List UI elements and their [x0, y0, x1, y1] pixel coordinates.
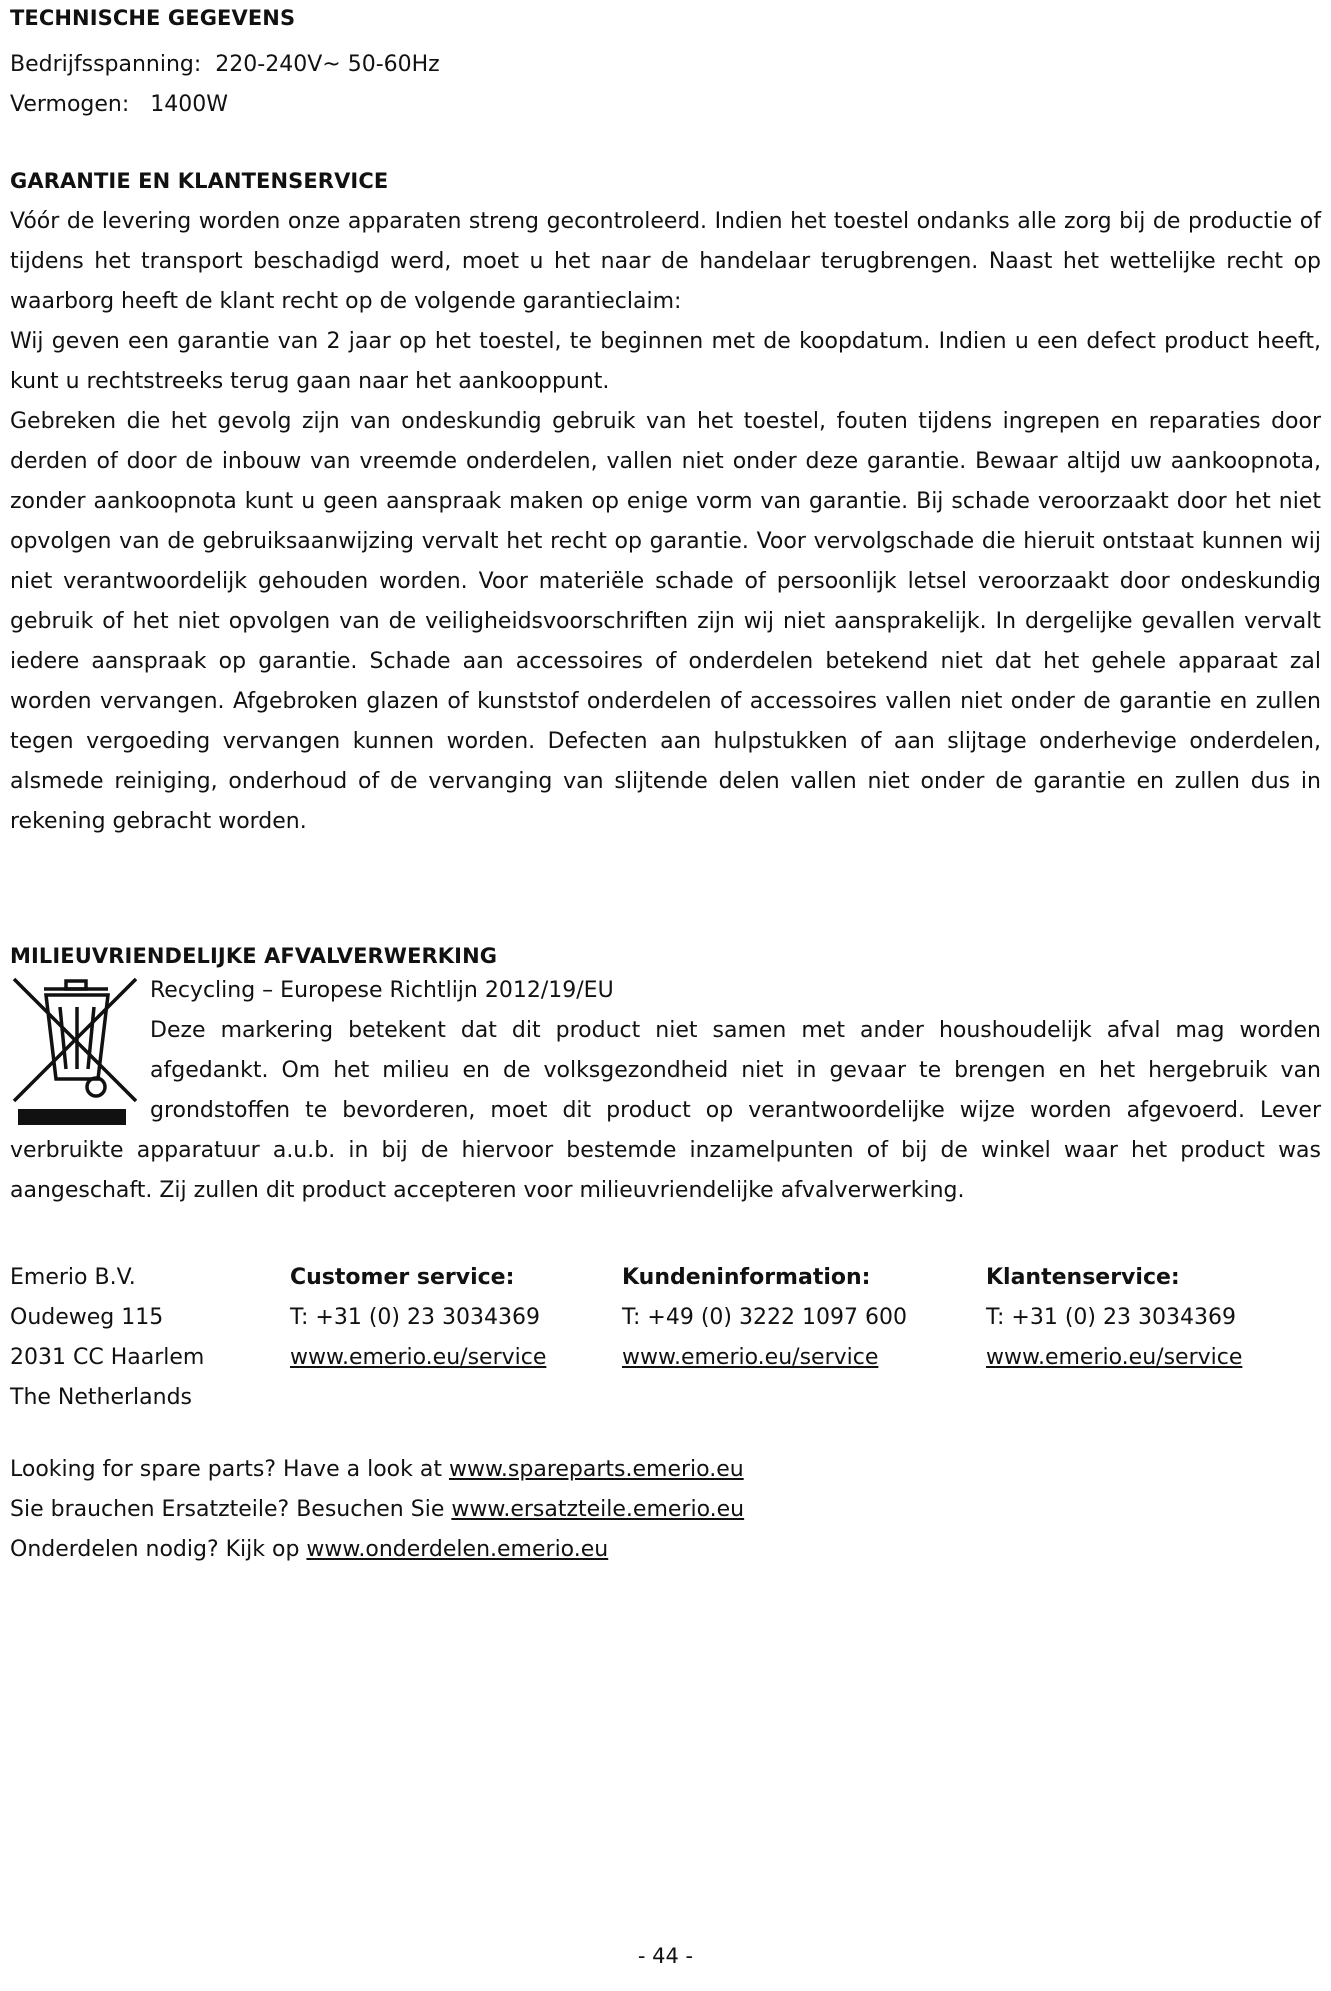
- spare-parts-line-de: [10, 1490, 744, 1530]
- voltage-row: [10, 45, 440, 85]
- environment-directive: Recycling – Europese Richtlijn 2012/19/EU: [150, 978, 614, 1003]
- company-country: The Netherlands: [10, 1385, 193, 1410]
- environment-text: Deze markering betekent dat dit product niet samen met ander houshoudelijk afval mag worden afgedankt. Om het milieu en de volksgezondheid niet in gevaar te brengen en het hergebruik van grondstoffen te bevorderen, moet dit product op verantwoordelijke wijze worden afgevoerd. Lever verbruikte apparatuur a.u.b. in bij de hiervoor bestemde inzamelpunten of bij de winkel waar het product was aangeschaft. Zij zullen dit product accepteren voor milieuvriendelijke afvalverwerking.: [10, 1018, 1321, 1203]
- company-name: Emerio B.V.: [10, 1265, 136, 1290]
- kundeninformation-phone: T: +49 (0) 3222 1097 600: [622, 1305, 907, 1330]
- company-city: 2031 CC Haarlem: [10, 1345, 205, 1370]
- environment-section: [10, 941, 1321, 1211]
- warranty-paragraph-3: Gebreken die het gevolg zijn van ondeskundig gebruik van het toestel, fouten tijdens ingrepen en reparaties door derden of door de inbouw van vreemde onderdelen, vallen niet onder deze garantie. Bewaar altijd uw aankoopnota, zonder aankoopnota kunt u geen aanspraak maken op enige vorm van garantie. Bij schade veroorzaakt door het niet opvolgen van de gebruiksaanwijzing vervalt het recht op garantie. Voor vervolgschade die hieruit ontstaat kunnen wij niet verantwoordelijk gehouden worden. Voor materiële schade of persoonlijk letsel veroorzaakt door ondeskundig gebruik of het niet opvolgen van de veiligheidsvoorschriften zijn wij niet aansprakelijk. In dergelijke gevallen vervalt iedere aanspraak op garantie. Schade aan accessoires of onderdelen betekend niet dat het gehele apparaat zal worden vervangen. Afgebroken glazen of kunststof onderdelen of accessoires vallen niet onder de garantie en zullen tegen vergoeding vervangen kunnen worden. Defecten aan hulpstukken of aan slijtage onderhevige onderdelen, alsmede reiniging, onderhoud of de vervanging van slijtende delen vallen niet onder de garantie en zullen dus in rekening gebracht worden.: [10, 409, 1321, 834]
- spare-parts-link[interactable]: www.ersatzteile.emerio.eu: [451, 1497, 745, 1522]
- company-street: Oudeweg 115: [10, 1305, 164, 1330]
- spare-parts-section: [10, 1450, 744, 1570]
- spare-parts-text: Sie brauchen Ersatzteile? Besuchen Sie: [10, 1497, 452, 1522]
- warranty-paragraph-2: Wij geven een garantie van 2 jaar op het toestel, te beginnen met de koopdatum. Indien u een defect product heeft, kunt u rechtstreeks terug gaan naar het aankooppunt.: [10, 329, 1321, 394]
- customer-service-title: Customer service:: [290, 1265, 515, 1290]
- tech-specs-heading: TECHNISCHE GEGEVENS: [10, 6, 296, 30]
- voltage-label: Bedrijfsspanning:: [10, 52, 202, 77]
- environment-heading: MILIEUVRIENDELIJKE AFVALVERWERKING: [10, 944, 498, 968]
- spare-parts-text: Onderdelen nodig? Kijk op: [10, 1537, 307, 1562]
- spare-parts-line-en: [10, 1450, 744, 1490]
- spare-parts-link[interactable]: www.onderdelen.emerio.eu: [306, 1537, 609, 1562]
- klantenservice-column: [986, 1258, 1242, 1378]
- klantenservice-title: Klantenservice:: [986, 1265, 1180, 1290]
- tech-specs-section: [10, 3, 440, 125]
- customer-service-phone: T: +31 (0) 23 3034369: [290, 1305, 540, 1330]
- customer-service-link[interactable]: www.emerio.eu/service: [290, 1345, 547, 1370]
- environment-body: [10, 971, 1321, 1211]
- klantenservice-phone: T: +31 (0) 23 3034369: [986, 1305, 1236, 1330]
- voltage-value: 220-240V~ 50-60Hz: [215, 52, 440, 77]
- warranty-section: [10, 166, 1321, 842]
- power-row: [10, 85, 440, 125]
- warranty-paragraph-1: Vóór de levering worden onze apparaten streng gecontroleerd. Indien het toestel ondanks alle zorg bij de productie of tijdens het transport beschadigd werd, moet u het naar de handelaar terugbrengen. Naast het wettelijke recht op waarborg heeft de klant recht op de volgende garantieclaim:: [10, 209, 1321, 314]
- klantenservice-link[interactable]: www.emerio.eu/service: [986, 1345, 1243, 1370]
- warranty-heading: GARANTIE EN KLANTENSERVICE: [10, 169, 389, 193]
- spare-parts-line-nl: [10, 1530, 744, 1570]
- kundeninformation-link[interactable]: www.emerio.eu/service: [622, 1345, 879, 1370]
- power-label: Vermogen:: [10, 92, 130, 117]
- kundeninformation-title: Kundeninformation:: [622, 1265, 871, 1290]
- weee-crossed-bin-icon: [10, 975, 142, 1127]
- customer-service-column: [290, 1258, 546, 1378]
- page-number: - 44 -: [637, 1944, 694, 1968]
- company-address: [10, 1258, 204, 1418]
- spare-parts-link[interactable]: www.spareparts.emerio.eu: [448, 1457, 744, 1482]
- spare-parts-text: Looking for spare parts? Have a look at: [10, 1457, 449, 1482]
- kundeninformation-column: [622, 1258, 907, 1378]
- power-value: 1400W: [150, 92, 229, 117]
